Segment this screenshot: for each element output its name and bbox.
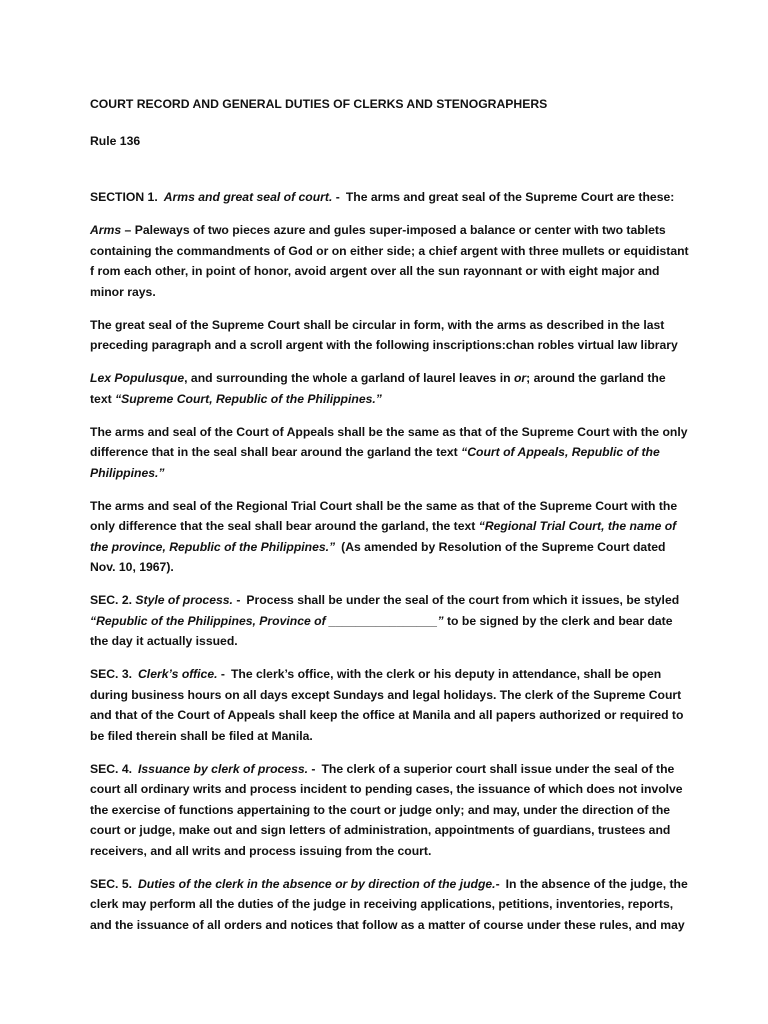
section-1-heading: Arms and great seal of court. (163, 190, 333, 204)
section-2-quote: “Republic of the Philippines, Province of ________________” (90, 613, 444, 628)
section-2 (90, 590, 690, 652)
section-4 (90, 759, 690, 862)
lex-or: or (513, 371, 527, 385)
rtc-amend: (As amended by Resolution of the Supreme Court dated Nov. 10, 1967). (90, 539, 666, 574)
section-4-heading: Issuance by clerk of process. (138, 761, 309, 776)
lex-text-b: ; around the garland the text (90, 371, 666, 406)
section-5 (90, 874, 690, 936)
section-1-dash: - (335, 190, 340, 204)
section-3-text: The clerk’s office, with the clerk or his deputy in attendance, shall be open during business hours on all days except Sundays and legal holidays. The clerk of the Supreme Court and that of the Court of Appeals shall keep the office at Manila and all papers authorized or required to be filed therein shall be filed at Manila. (90, 667, 684, 743)
section-1-text: The arms and great seal of the Supreme Court are these: (345, 190, 675, 204)
section-5-label: SEC. 5. (90, 876, 132, 891)
lex-quote: “Supreme Court, Republic of the Philippines.” (115, 391, 382, 406)
document-title: COURT RECORD AND GENERAL DUTIES OF CLERKS AND STENOGRAPHERS (90, 97, 548, 111)
document-page (90, 94, 690, 948)
section-1 (90, 187, 690, 208)
section-2-heading: Style of process. (135, 593, 233, 607)
section-2-dash: - (236, 593, 241, 607)
section-3-dash: - (220, 667, 225, 681)
section-4-label: SEC. 4. (90, 761, 132, 776)
section-2-text-b: to be signed by the clerk and bear date the day it actually issued. (90, 613, 673, 648)
section-2-text: Process shall be under the seal of the court from which it issues, be styled (246, 593, 680, 607)
section-5-heading: Duties of the clerk in the absence or by direction of the judge. (138, 876, 496, 891)
section-3-heading: Clerk’s office. (138, 667, 218, 681)
section-2-label: SEC. 2. (90, 593, 132, 607)
arms-paragraph (90, 220, 690, 302)
rule-number: Rule 136 (90, 133, 141, 148)
rtc-quote: “Regional Trial Court, the name of the province, Republic of the Philippines.” (90, 519, 677, 554)
appeals-text: The arms and seal of the Court of Appeals shall be the same as that of the Supreme Court with the only difference that in the seal shall bear around the garland the text (90, 424, 688, 459)
lex-paragraph (90, 368, 690, 409)
section-4-text: The clerk of a superior court shall issue under the seal of the court all ordinary writs and process incident to pending cases, the issuance of which does not involve the exercise of functions appertaining to the court or judge only; and may, under the direction of the court or judge, make out and sign letters of administration, appointments of guardians, trustees and receivers, and all writs and process issuing from the court. (90, 761, 683, 858)
appeals-paragraph (90, 422, 690, 484)
section-1-label: SECTION 1. (90, 190, 158, 204)
appeals-quote: “Court of Appeals, Republic of the Philippines.” (90, 445, 660, 480)
section-5-text: In the absence of the judge, the clerk may perform all the duties of the judge in receiving applications, petitions, inventories, reports, and the issuance of all orders and notices that follow as a matter of course under these rules, and may (90, 876, 688, 932)
arms-term: Arms (90, 223, 122, 237)
section-3-label: SEC. 3. (90, 667, 132, 681)
great-seal-paragraph: The great seal of the Supreme Court shall be circular in form, with the arms as described in the last preceding paragraph and a scroll argent with the following inscriptions:chan robles virtual law library (90, 317, 678, 352)
rtc-text: The arms and seal of the Regional Trial Court shall be the same as that of the Supreme Court with the only difference that the seal shall bear around the garland, the text (90, 498, 678, 533)
section-4-dash: - (311, 761, 316, 776)
arms-text: – Paleways of two pieces azure and gules super-imposed a balance or center with two tablets containing the commandments of God or on either side; a chief argent with three mullets or equidistant f rom each other, in point of honor, avoid argent over all the sun rayonnant or with eight major and minor rays. (90, 223, 689, 299)
section-5-dash: - (495, 876, 500, 891)
lex-term: Lex Populusque (90, 371, 185, 385)
lex-text-a: , and surrounding the whole a garland of laurel leaves in (184, 371, 514, 385)
rtc-paragraph (90, 496, 690, 578)
section-3 (90, 664, 690, 746)
